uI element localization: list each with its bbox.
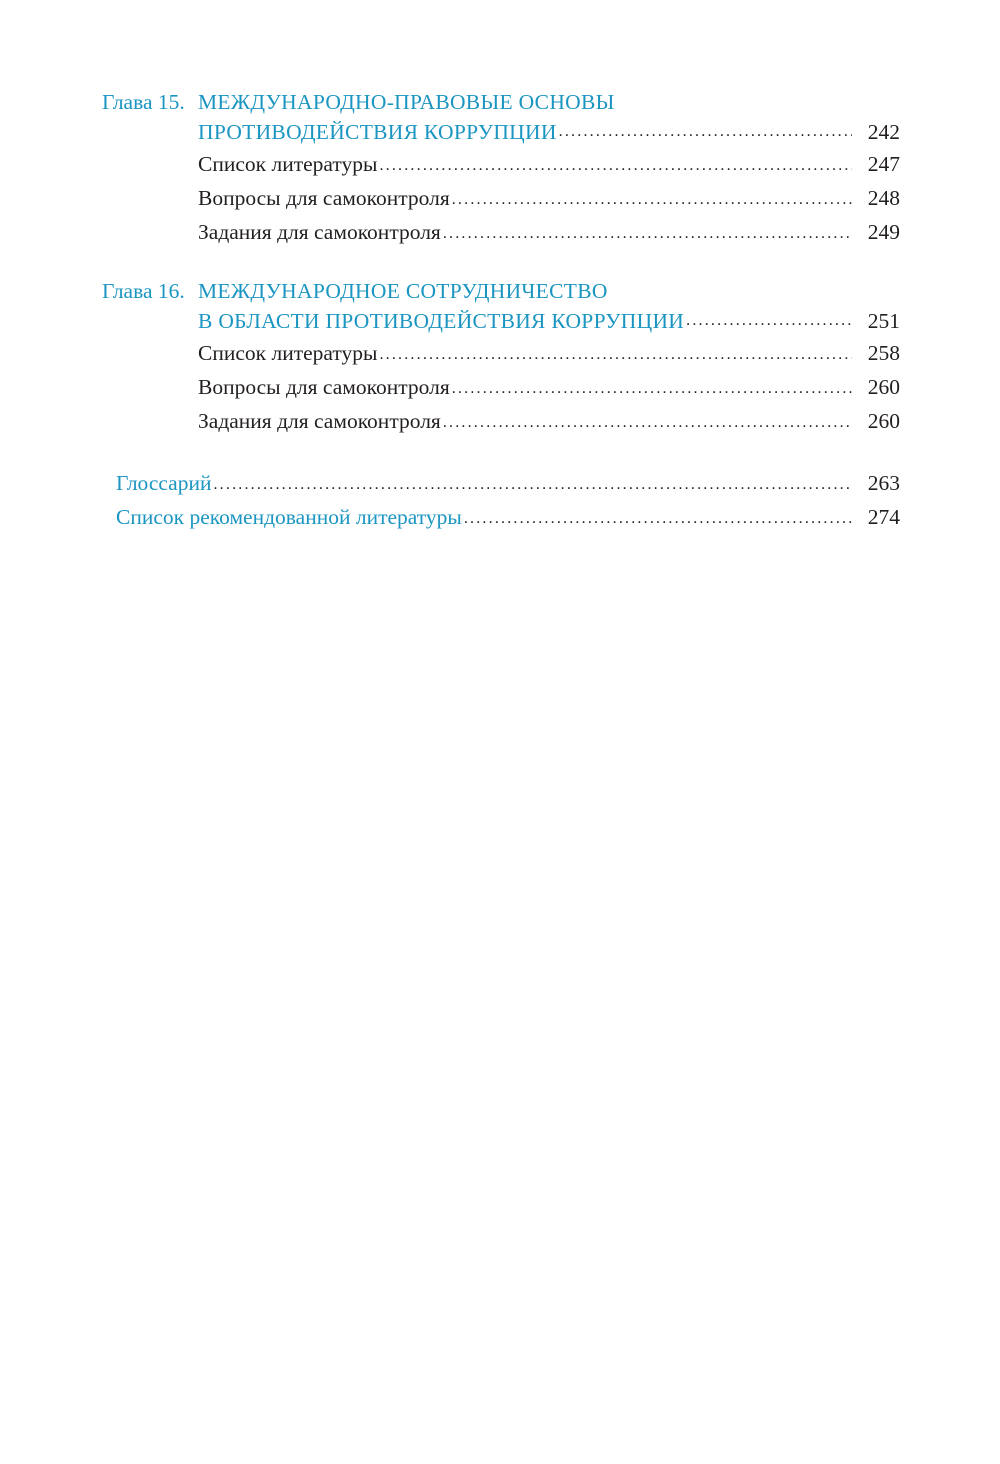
page-number: 260 [867, 409, 900, 433]
chapter-16 [0, 277, 1000, 438]
page-number: 258 [867, 341, 900, 365]
dot-leader [443, 219, 852, 249]
toc-entry-literature[interactable] [198, 336, 900, 370]
entry-label[interactable]: Список литературы [198, 152, 378, 176]
entry-label[interactable]: Вопросы для самоконтроля [198, 375, 450, 399]
chapter-title-line2[interactable]: ПРОТИВОДЕЙСТВИЯ КОРРУПЦИИ [198, 120, 557, 144]
dot-leader [379, 151, 852, 181]
entry-label[interactable]: Задания для самоконтроля [198, 409, 441, 433]
toc-entry-questions[interactable] [198, 181, 900, 215]
chapter-heading [102, 88, 1000, 117]
toc-entry-recommended-literature[interactable] [116, 500, 900, 534]
chapter-number: Глава 16. [102, 279, 185, 303]
toc-entry-questions[interactable] [198, 370, 900, 404]
dot-leader [452, 185, 852, 215]
dot-leader [686, 306, 852, 336]
dot-leader [213, 470, 852, 500]
page-number: 242 [867, 120, 900, 144]
chapter-title-line2[interactable]: В ОБЛАСТИ ПРОТИВОДЕЙСТВИЯ КОРРУПЦИИ [198, 309, 685, 333]
toc-entry-glossary[interactable] [116, 466, 900, 500]
page-number: 263 [867, 471, 900, 495]
page-number: 249 [867, 220, 900, 244]
chapter-title-line1[interactable]: МЕЖДУНАРОДНО-ПРАВОВЫЕ ОСНОВЫ [198, 90, 615, 114]
page-number: 247 [867, 152, 900, 176]
table-of-contents [0, 88, 1000, 534]
entry-label[interactable]: Глоссарий [116, 471, 212, 495]
dot-leader [559, 117, 852, 147]
toc-entry-literature[interactable] [198, 147, 900, 181]
toc-entry-tasks[interactable] [198, 404, 900, 438]
page-number: 274 [867, 505, 900, 529]
chapter-title-row[interactable] [198, 306, 900, 336]
entry-label[interactable]: Список литературы [198, 341, 378, 365]
dot-leader [443, 408, 852, 438]
back-matter [0, 466, 1000, 534]
entry-label[interactable]: Список рекомендованной литературы [116, 505, 462, 529]
entry-label[interactable]: Задания для самоконтроля [198, 220, 441, 244]
chapter-number: Глава 15. [102, 90, 185, 114]
toc-entry-tasks[interactable] [198, 215, 900, 249]
chapter-15 [0, 88, 1000, 249]
dot-leader [452, 374, 852, 404]
dot-leader [379, 340, 852, 370]
chapter-title-row[interactable] [198, 117, 900, 147]
entry-label[interactable]: Вопросы для самоконтроля [198, 186, 450, 210]
dot-leader [464, 504, 852, 534]
chapter-title-line1[interactable]: МЕЖДУНАРОДНОЕ СОТРУДНИЧЕСТВО [198, 279, 608, 303]
page-number: 260 [867, 375, 900, 399]
chapter-heading [102, 277, 1000, 306]
page-number: 248 [867, 186, 900, 210]
page-number: 251 [867, 309, 900, 333]
